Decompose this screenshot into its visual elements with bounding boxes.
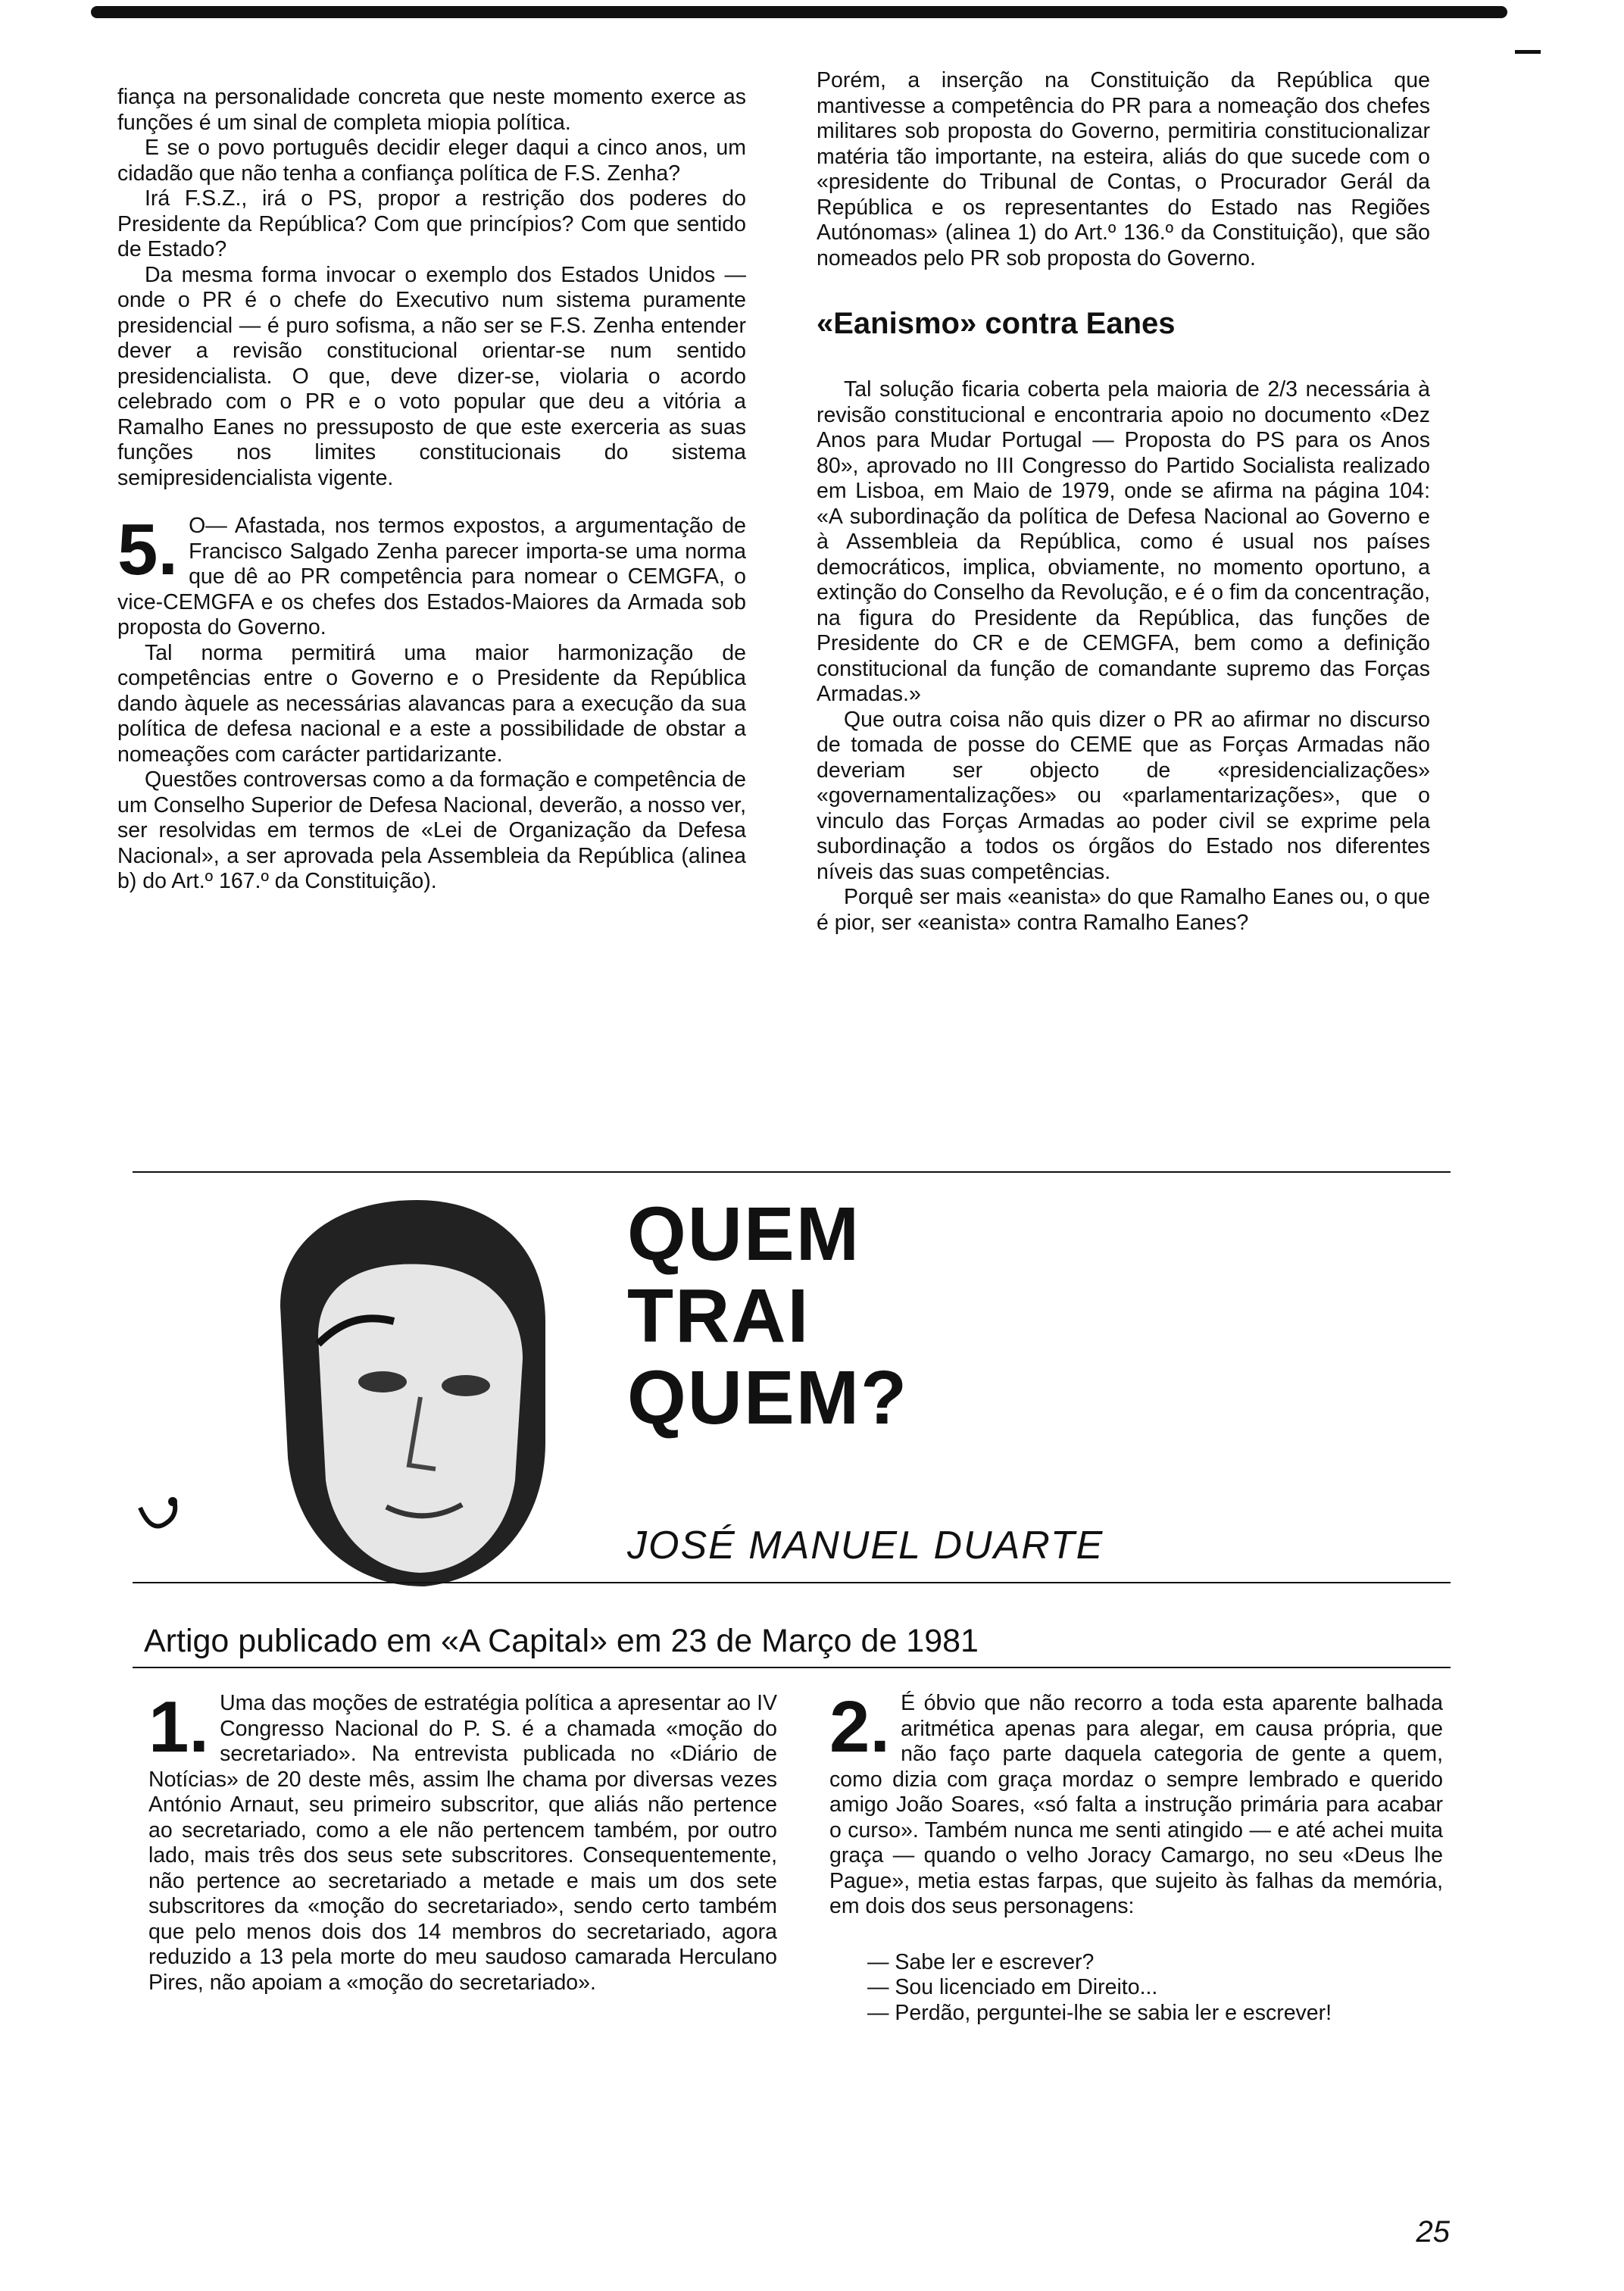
paragraph: Que outra coisa não quis dizer o PR ao afirmar no discurso de tomada de posse do CEME que as Forças Armadas não deveriam ser objecto de «presidencializações» «governamentalizações» ou «parlamentarizações», que o vinculo das Forças Armadas ao poder civil se exprime pela subordinação a todos os órgãos do Estado nos diferentes níveis das suas competências. <box>817 707 1430 884</box>
divider-rule <box>133 1667 1451 1668</box>
section-number: 2. <box>829 1686 891 1767</box>
paragraph: E se o povo português decidir eleger daqui a cinco anos, um cidadão que não tenha a confiança política de F.S. Zenha? <box>117 136 746 186</box>
page-number: 25 <box>1416 2215 1450 2249</box>
paragraph: Porém, a inserção na Constituição da República que mantivesse a competência do PR para a nomeação dos chefes militares sob proposta do Governo, permitiria constitucionalizar matéria tão importante, na esteira, aliás do que sucede com o «presidente do Tribunal de Contas, o Procurador Gerál da República e os representantes do Estado nas Regiões Autónomas» (alinea 1) do Art.º 136.º da Constituição), que são nomeados pelo PR sob proposta do Governo. <box>817 68 1430 270</box>
section-number: 5. <box>117 509 179 590</box>
headline-line: QUEM <box>627 1192 860 1277</box>
divider-rule <box>133 1171 1451 1173</box>
left-top-column <box>117 85 746 895</box>
section-subheading: «Eanismo» contra Eanes <box>817 307 1176 340</box>
section-1-column <box>148 1686 777 1996</box>
paragraph: Tal norma permitirá uma maior harmonização de competências entre o Governo e o Presidente da República dando àquele as necessárias alavancas para a execução da sua política de defesa nacional e a este a possibilidade de obstar a nomeações com carácter partidarizante. <box>117 640 746 767</box>
right-top-column <box>817 68 1430 936</box>
divider-rule <box>133 1582 1451 1583</box>
dialogue-line: — Perdão, perguntei-lhe se sabia ler e escrever! <box>867 2000 1332 2025</box>
paragraph: Questões controversas como a da formação e competência de um Conselho Superior de Defesa Nacional, deverão, a nosso ver, ser resolvidas em termos de «Lei de Organização da Defesa Nacional», a ser aprovada pela Assembleia da República (alinea b) do Art.º 167.º da Constituição). <box>117 767 746 893</box>
publisher-logo-icon <box>136 1492 189 1538</box>
paragraph: Tal solução ficaria coberta pela maioria de 2/3 necessária à revisão constitucional e encontraria apoio no documento «Dez Anos para Mudar Portugal — Proposta do PS para os Anos 80», aprovado no III Congresso do Partido Socialista realizado em Lisboa, em Maio de 1979, onde se afirma na página 104: «A subordinação da política de Defesa Nacional ao Governo e à Assembleia da República, como é usual nos países democráticos, implica, obviamente, no momento oportuno, a extinção do Conselho da Revolução, e é o fim da concentração, na figura do Presidente da República, das funções de Presidente do CR e de CEMGFA, bem como a definição constitucional da função de comandante supremo das Forças Armadas.» <box>817 377 1430 706</box>
author-byline: JOSÉ MANUEL DUARTE <box>627 1524 1104 1567</box>
section-1: 1. Uma das moções de estratégia política a apresentar ao IV Congresso Nacional do P. S. é a chamada «moção do secretariado». Na entrevista publicada no «Diário de Notícias» de 20 deste mês, assim lhe chama por diversas vezes António Arnaut, seu primeiro subscritor, que aliás não pertence ao secretariado, como a ele não pertencem também, por outro lado, mais três dos seus sete subscritores. Consequentemente, não pertence ao secretariado a metade e mais um dos sete subscritores da «moção do secretariado», sendo certo também que pelo menos dois dos 14 membros do secretariado, agora reduzido a 13 pela morte do meu saudoso camarada Herculano Pires, não apoiam a «moção do secretariado». <box>148 1686 777 1995</box>
dialogue-line: — Sabe ler e escrever? <box>867 1949 1095 1974</box>
headline <box>627 1193 908 1439</box>
dialogue <box>829 1950 1443 2027</box>
author-portrait-photo <box>250 1192 568 1594</box>
dialogue-line: — Sou licenciado em Direito... <box>867 1975 1158 1999</box>
paragraph: fiança na personalidade concreta que neste momento exerce as funções é um sinal de completa miopia política. <box>117 85 746 135</box>
section-2: 2. É óbvio que não recorro a toda esta aparente balhada aritmética apenas para alegar, em causa própria, que não faço parte daquela categoria de gente a quem, como dizia com graça mordaz o sempre lembrado e querido amigo João Soares, «só falta a instrução primária para acabar o curso». Também nunca me senti atingido — e até achei muita graça — quando o velho Joracy Camargo, no seu «Deus lhe Pague», metia estas farpas, que sujeito às falhas da memória, em dois dos seus personagens: <box>829 1686 1443 1918</box>
paragraph: Da mesma forma invocar o exemplo dos Estados Unidos — onde o PR é o chefe do Executivo num sistema puramente presidencial — é puro sofisma, a não ser se F.S. Zenha entender dever a revisão constitucional orientar-se num sentido presidencialista. O que, deve dizer-se, violaria o acordo celebrado com o PR e o voto popular que deu a vitória a Ramalho Eanes no pressuposto de que este exerceria as suas funções nos limites constitucionais do sistema semipresidencialista vigente. <box>117 262 746 490</box>
top-border-bar <box>91 6 1507 18</box>
section-number: 1. <box>148 1686 210 1767</box>
section-5: 5. O— Afastada, nos termos expostos, a argumentação de Francisco Salgado Zenha parecer importa-se uma norma que dê ao PR competência para nomear o CEMGFA, o vice-CEMGFA e os chefes dos Estados-Maiores da Armada sob proposta do Governo. <box>117 509 746 639</box>
headline-line: QUEM? <box>627 1355 909 1440</box>
paragraph: Porquê ser mais «eanista» do que Ramalho Eanes ou, o que é pior, ser «eanista» contra Ramalho Eanes? <box>817 885 1430 935</box>
section-2-column <box>829 1686 1443 2026</box>
headline-line: TRAI <box>627 1274 810 1358</box>
publication-note: Artigo publicado em «A Capital» em 23 de Março de 1981 <box>144 1623 979 1659</box>
paragraph: Irá F.S.Z., irá o PS, propor a restrição dos poderes do Presidente da República? Com que princípios? Com que sentido de Estado? <box>117 186 746 261</box>
margin-mark <box>1515 50 1541 54</box>
